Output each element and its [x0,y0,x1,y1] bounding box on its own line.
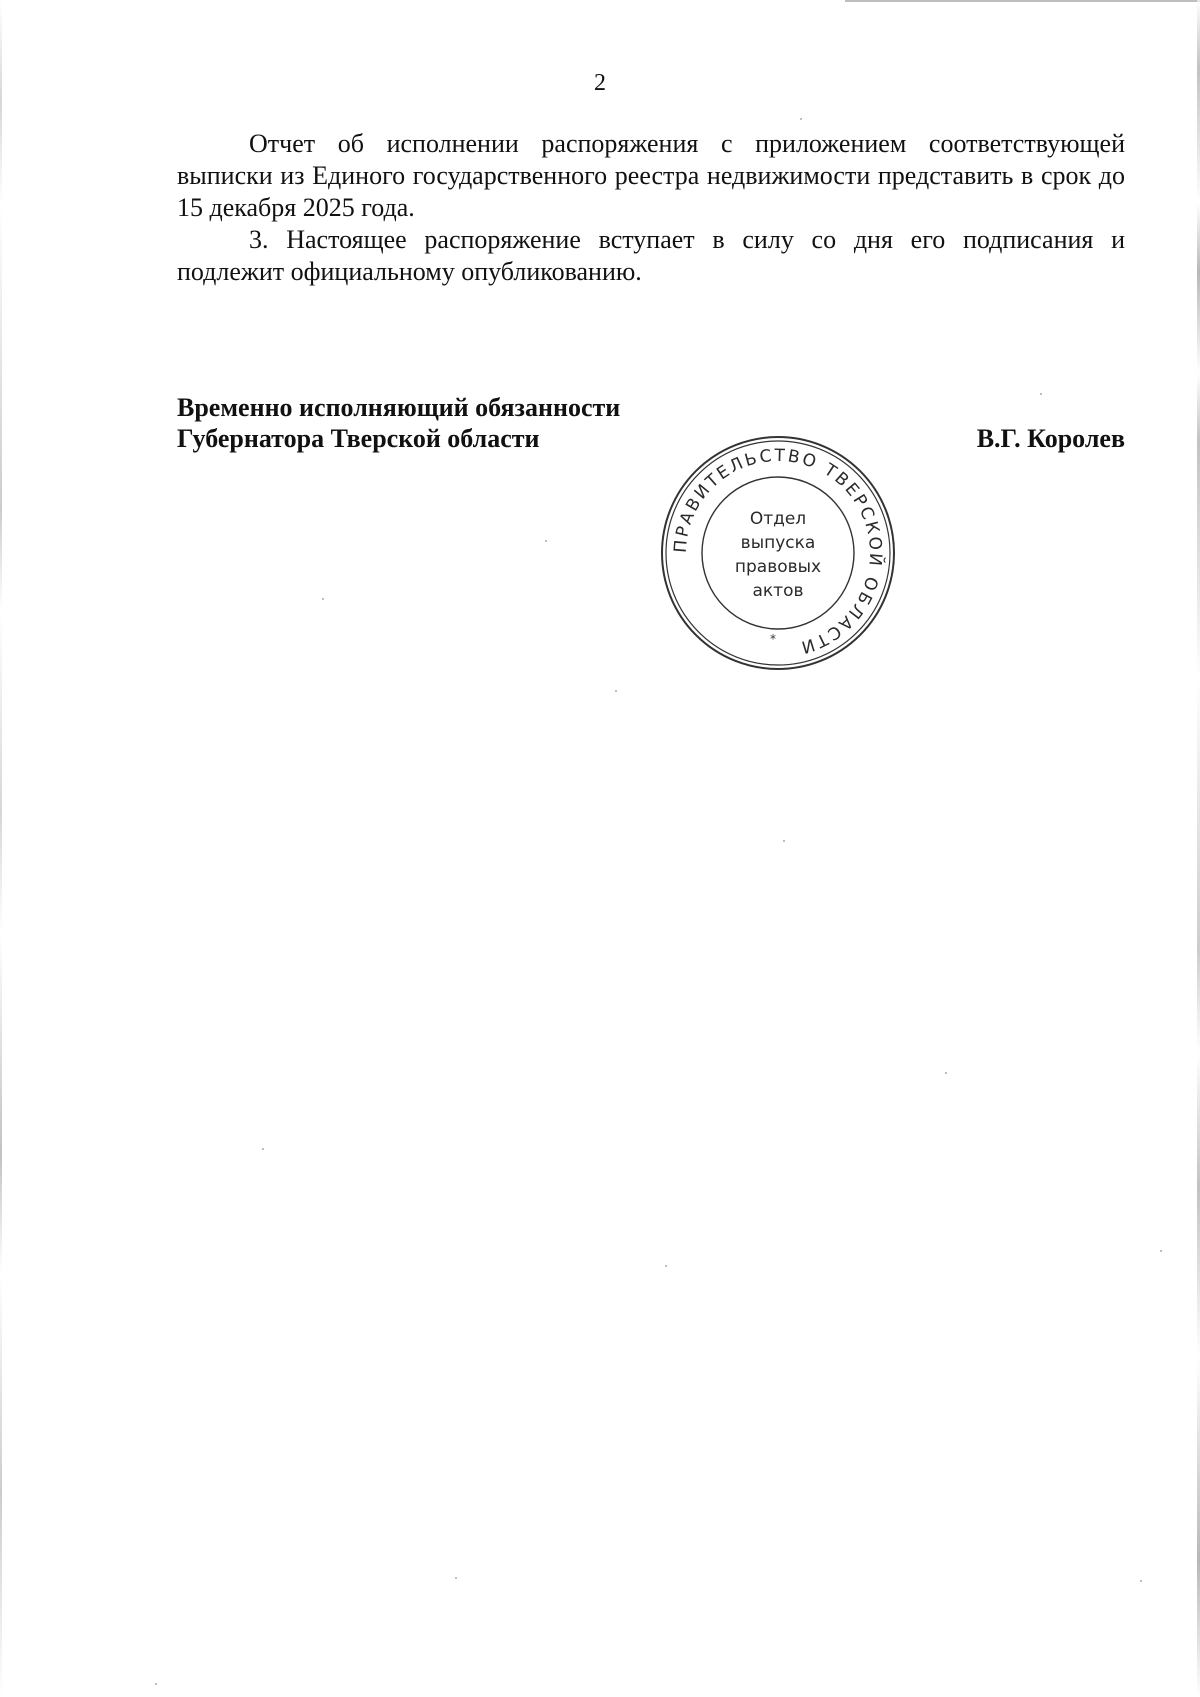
scan-speck [1140,1580,1142,1582]
scan-speck [262,1148,264,1150]
paragraph-effective: 3. Настоящее распоряжение вступает в силу со дня его подписания и подлежит официальному опубликованию. [177,225,1125,286]
official-stamp [660,435,896,671]
stamp-center-line1: Отдел [749,509,807,529]
signatory-position-line2: Губернатора Тверской области [177,424,540,453]
scan-speck [1160,1250,1162,1252]
scan-speck [455,1577,457,1579]
scan-speck [1040,393,1042,395]
scan-speck [545,540,547,542]
signatory-position-line1: Временно исполняющий обязанности [177,393,621,422]
signatory-name: В.Г. Королев [976,424,1125,453]
document-body [177,128,1125,288]
scan-speck [615,690,617,692]
scan-edge-left [0,0,2,1697]
stamp-ring-text: ПРАВИТЕЛЬСТВО ТВЕРСКОЙ ОБЛАСТИ [670,445,886,658]
scan-speck [945,1072,947,1074]
scan-edge-top [845,0,1200,5]
stamp-center-line3: правовых [734,557,822,577]
stamp-star-mark: * [770,632,776,646]
page-number: 2 [594,70,606,96]
paragraph-report: Отчет об исполнении распоряжения с приложением соответствующей выписки из Единого государственного реестра недвижимости представить в срок до 15 декабря 2025 года. [177,129,1125,222]
scan-speck [783,840,785,842]
scan-speck [800,118,802,120]
signature-block [177,392,1125,454]
scan-speck [155,1683,157,1685]
stamp-center-text [660,435,896,671]
stamp-center-line4: актов [752,581,804,601]
scan-speck [322,598,324,600]
scan-speck [665,1265,667,1267]
stamp-center-line2: выпуска [740,533,816,553]
